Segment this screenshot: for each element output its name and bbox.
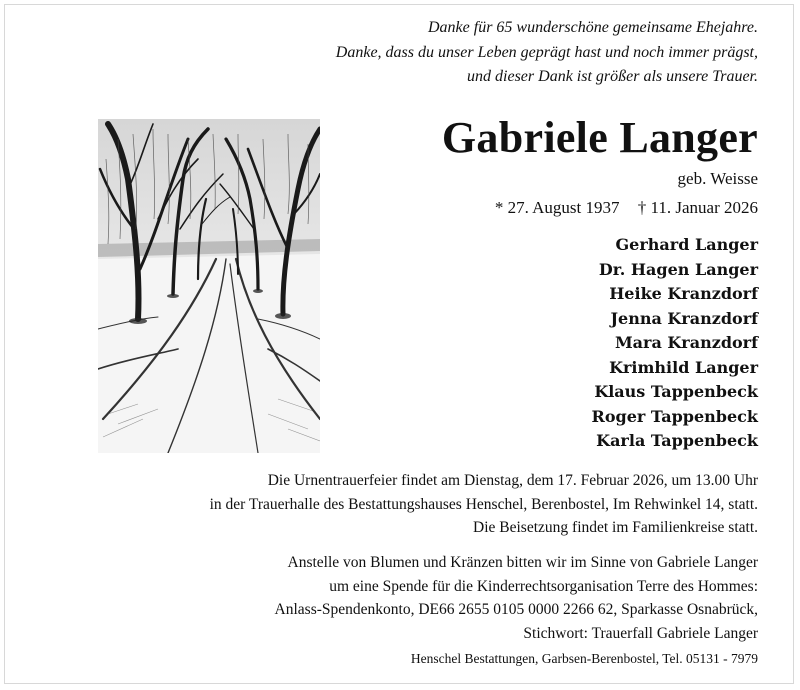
winter-alley-etching-image	[98, 119, 320, 453]
mourner-name: Karla Tappenbeck	[596, 431, 758, 450]
quote-line: Danke für 65 wunderschöne gemeinsame Ehejahre.	[428, 19, 758, 36]
birth-date: * 27. August 1937	[494, 198, 620, 217]
mourners-list	[592, 233, 758, 454]
mourner-name: Klaus Tappenbeck	[594, 382, 758, 401]
ceremony-line: Die Urnentrauerfeier findet am Dienstag, dem 17. Februar 2026, um 13.00 Uhr	[267, 472, 758, 489]
mourner-name: Heike Kranzdorf	[609, 284, 758, 303]
death-date: † 11. Januar 2026	[637, 198, 758, 217]
donation-request	[98, 551, 758, 645]
funeral-home-footer: Henschel Bestattungen, Garbsen-Berenbostel, Tel. 05131 - 7979	[410, 651, 758, 666]
quote-line: und dieser Dank ist größer als unsere Trauer.	[467, 68, 758, 85]
maiden-name: geb. Weisse	[677, 169, 758, 188]
ceremony-line: in der Trauerhalle des Bestattungshauses Henschel, Berenbostel, Im Rehwinkel 14, statt.	[209, 495, 758, 513]
ceremony-info	[98, 469, 758, 540]
farewell-quote	[138, 16, 758, 90]
donation-line: Anstelle von Blumen und Kränzen bitten wir im Sinne von Gabriele Langer	[287, 554, 758, 571]
ceremony-line: Die Beisetzung findet im Familienkreise statt.	[473, 519, 758, 536]
mourner-name: Mara Kranzdorf	[614, 333, 758, 352]
mourner-name: Gerhard Langer	[615, 235, 758, 254]
quote-line: Danke, dass du unser Leben geprägt hast und noch immer prägst,	[335, 43, 758, 61]
mourner-name: Dr. Hagen Langer	[598, 259, 758, 279]
mourner-name: Roger Tappenbeck	[591, 406, 758, 426]
life-dates	[495, 198, 758, 218]
deceased-name: Gabriele Langer	[441, 113, 758, 162]
donation-line: um eine Spende für die Kinderrechtsorganisation Terre des Hommes:	[329, 577, 758, 595]
donation-line: Anlass-Spendenkonto, DE66 2655 0105 0000 2266 62, Sparkasse Osnabrück,	[274, 601, 758, 618]
mourner-name: Jenna Kranzdorf	[610, 308, 758, 328]
mourner-name: Krimhild Langer	[609, 357, 758, 377]
donation-line: Stichwort: Trauerfall Gabriele Langer	[523, 624, 758, 642]
